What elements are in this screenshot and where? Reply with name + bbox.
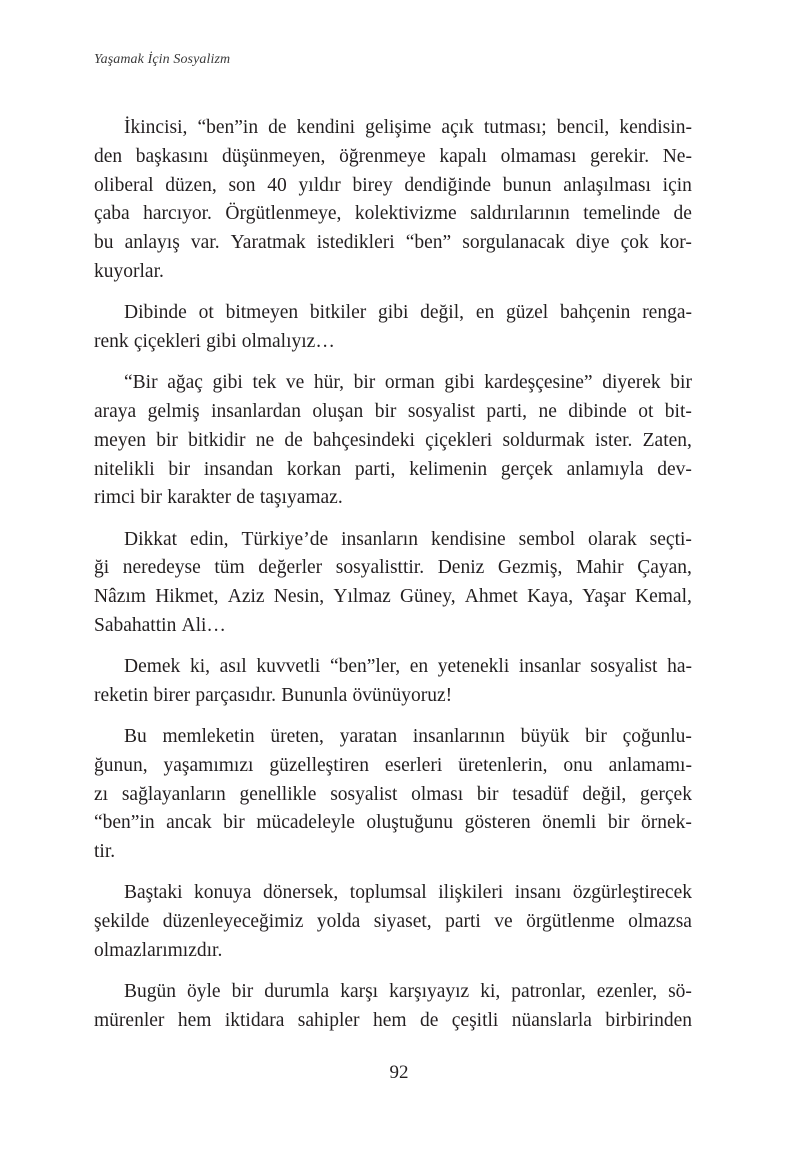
text-line: Bugün öyle bir durumla karşı karşıyayız ki, patronlar, ezenler, sö- (124, 981, 692, 1003)
text-line: kuyorlar. (94, 260, 164, 282)
text-line: Dikkat edin, Türkiye’de insanların kendisine sembol olarak seçti- (124, 528, 692, 550)
text-line: mürenler hem iktidara sahipler hem de çeşitli nüanslarla birbirinden (94, 1010, 692, 1032)
text-line: şekilde düzenleyeceğimiz yolda siyaset, parti ve örgütlenme olmazsa (94, 911, 692, 933)
text-line: meyen bir bitkidir ne de bahçesindeki çiçekleri soldurmak ister. Zaten, (94, 429, 692, 451)
text-line: den başkasını düşünmeyen, öğrenmeye kapalı olmaması gerekir. Ne- (94, 145, 692, 167)
text-line: Demek ki, asıl kuvvetli “ben”ler, en yetenekli insanlar sosyalist ha- (124, 656, 692, 678)
text-line: reketin birer parçasıdır. Bununla övünüyoruz! (94, 684, 453, 706)
body-text (94, 114, 692, 1048)
paragraph (94, 723, 692, 867)
text-line: rimci bir karakter de taşıyamaz. (94, 487, 343, 509)
text-line: renk çiçekleri gibi olmalıyız… (94, 330, 335, 352)
text-line: “ben”in ancak bir mücadeleyle oluştuğunu gösteren önemli bir örnek- (94, 812, 692, 834)
paragraph (94, 978, 692, 1036)
text-line: bu anlayış var. Yaratmak istedikleri “ben” sorgulanacak diye çok kor- (94, 232, 692, 254)
paragraph (94, 653, 692, 711)
text-line: ği neredeyse tüm değerler sosyalisttir. Deniz Gezmiş, Mahir Çayan, (94, 557, 692, 579)
paragraph (94, 879, 692, 965)
text-line: olmazlarımızdır. (94, 940, 223, 962)
text-line: araya gelmiş insanlardan oluşan bir sosyalist parti, ne dibinde ot bit- (94, 400, 692, 422)
text-line: tir. (94, 841, 116, 863)
text-line: nitelikli bir insandan korkan parti, kelimenin gerçek anlamıyla dev- (94, 458, 692, 480)
text-line: Bu memleketin üreten, yaratan insanlarının büyük bir çoğunlu- (124, 726, 692, 748)
paragraph (94, 369, 692, 513)
text-line: çaba harcıyor. Örgütlenmeye, kolektivizme saldırılarının temelinde de (94, 203, 692, 225)
text-line: Baştaki konuya dönersek, toplumsal ilişkileri insanı özgürleştirecek (124, 882, 692, 904)
paragraph (94, 526, 692, 641)
text-line: Sabahattin Ali… (94, 614, 226, 636)
text-line: “Bir ağaç gibi tek ve hür, bir orman gibi kardeşçesine” diyerek bir (124, 372, 692, 394)
text-line: zı sağlayanların genellikle sosyalist olması bir tesadüf değil, gerçek (94, 783, 692, 805)
text-line: ğunun, yaşamımızı güzelleştiren eserleri üretenlerin, onu anlamamı- (94, 754, 692, 776)
paragraph (94, 299, 692, 357)
page-number: 92 (389, 1062, 409, 1083)
running-title: Yaşamak İçin Sosyalizm (94, 52, 231, 67)
text-line: oliberal düzen, son 40 yıldır birey dendiğinde bunun anlaşılması için (94, 174, 692, 196)
text-line: Nâzım Hikmet, Aziz Nesin, Yılmaz Güney, Ahmet Kaya, Yaşar Kemal, (94, 586, 692, 608)
text-line: İkincisi, “ben”in de kendini gelişime açık tutması; bencil, kendisin- (124, 117, 692, 138)
text-line: Dibinde ot bitmeyen bitkiler gibi değil, en güzel bahçenin renga- (124, 302, 692, 324)
paragraph (94, 114, 692, 287)
